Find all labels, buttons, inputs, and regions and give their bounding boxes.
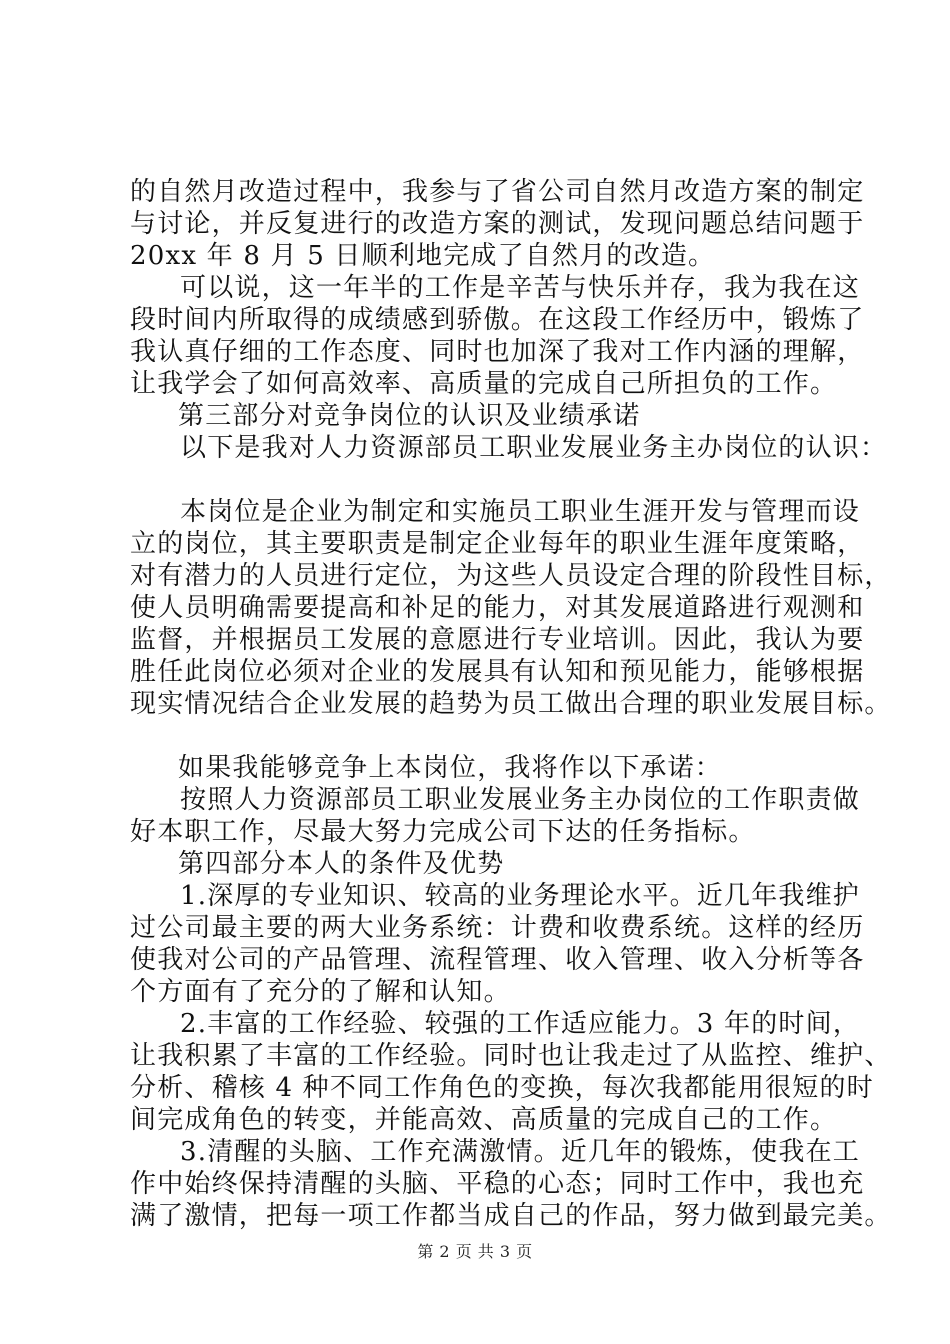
section-heading-part-four: 第四部分本人的条件及优势 bbox=[178, 849, 505, 879]
text-line: 监督，并根据员工发展的意愿进行专业培训。因此，我认为要 bbox=[130, 625, 865, 655]
text-line: 让我学会了如何高效率、高质量的完成自己所担负的工作。 bbox=[130, 369, 838, 399]
text-line: 20xx 年 8 月 5 日顺利地完成了自然月的改造。 bbox=[130, 241, 716, 271]
text-line: 让我积累了丰富的工作经验。同时也让我走过了从监控、维护、 bbox=[130, 1041, 892, 1071]
text-line: 好本职工作，尽最大努力完成公司下达的任务指标。 bbox=[130, 817, 756, 847]
blank-line bbox=[130, 464, 845, 496]
text-line: 满了激情，把每一项工作都当成自己的作品，努力做到最完美。 bbox=[130, 1201, 892, 1231]
blank-line bbox=[130, 720, 845, 752]
page-number-footer: 第 2 页 共 3 页 bbox=[417, 1242, 533, 1261]
document-body bbox=[130, 176, 892, 1232]
text-line: 个方面有了充分的了解和认知。 bbox=[130, 977, 511, 1007]
text-line: 现实情况结合企业发展的趋势为员工做出合理的职业发展目标。 bbox=[130, 689, 892, 719]
paragraph-start: 可以说，这一年半的工作是辛苦与快乐并存，我为我在这 bbox=[180, 273, 861, 303]
paragraph-start: 以下是我对人力资源部员工职业发展业务主办岗位的认识： bbox=[180, 433, 888, 463]
paragraph-start: 本岗位是企业为制定和实施员工职业生涯开发与管理而设 bbox=[180, 497, 861, 527]
text-line: 过公司最主要的两大业务系统：计费和收费系统。这样的经历 bbox=[130, 913, 865, 943]
text-line: 立的岗位，其主要职责是制定企业每年的职业生涯年度策略， bbox=[130, 529, 865, 559]
text-line: 使我对公司的产品管理、流程管理、收入管理、收入分析等各 bbox=[130, 945, 865, 975]
text-line: 分析、稽核 4 种不同工作角色的变换，每次我都能用很短的时 bbox=[130, 1073, 874, 1103]
text-line: 使人员明确需要提高和补足的能力，对其发展道路进行观测和 bbox=[130, 593, 865, 623]
text-line: 段时间内所取得的成绩感到骄傲。在这段工作经历中，锻炼了 bbox=[130, 305, 865, 335]
text-line: 对有潜力的人员进行定位，为这些人员设定合理的阶段性目标， bbox=[130, 561, 892, 591]
text-line: 间完成角色的转变，并能高效、高质量的完成自己的工作。 bbox=[130, 1105, 838, 1135]
text-line: 作中始终保持清醒的头脑、平稳的心态；同时工作中，我也充 bbox=[130, 1169, 865, 1199]
text-line: 我认真仔细的工作态度、同时也加深了我对工作内涵的理解， bbox=[130, 337, 865, 367]
paragraph-start: 按照人力资源部员工职业发展业务主办岗位的工作职责做 bbox=[180, 785, 861, 815]
paragraph-start: 如果我能够竞争上本岗位，我将作以下承诺： bbox=[178, 753, 723, 783]
text-line: 的自然月改造过程中，我参与了省公司自然月改造方案的制定 bbox=[130, 177, 865, 207]
text-line: 与讨论，并反复进行的改造方案的测试，发现问题总结问题于 bbox=[130, 209, 865, 239]
list-item-start: 2.丰富的工作经验、较强的工作适应能力。3 年的时间， bbox=[180, 1009, 861, 1039]
text-line: 胜任此岗位必须对企业的发展具有认知和预见能力，能够根据 bbox=[130, 657, 865, 687]
section-heading-part-three: 第三部分对竞争岗位的认识及业绩承诺 bbox=[178, 401, 641, 431]
list-item-start: 1.深厚的专业知识、较高的业务理论水平。近几年我维护 bbox=[180, 881, 861, 911]
list-item-start: 3.清醒的头脑、工作充满激情。近几年的锻炼，使我在工 bbox=[180, 1137, 861, 1167]
